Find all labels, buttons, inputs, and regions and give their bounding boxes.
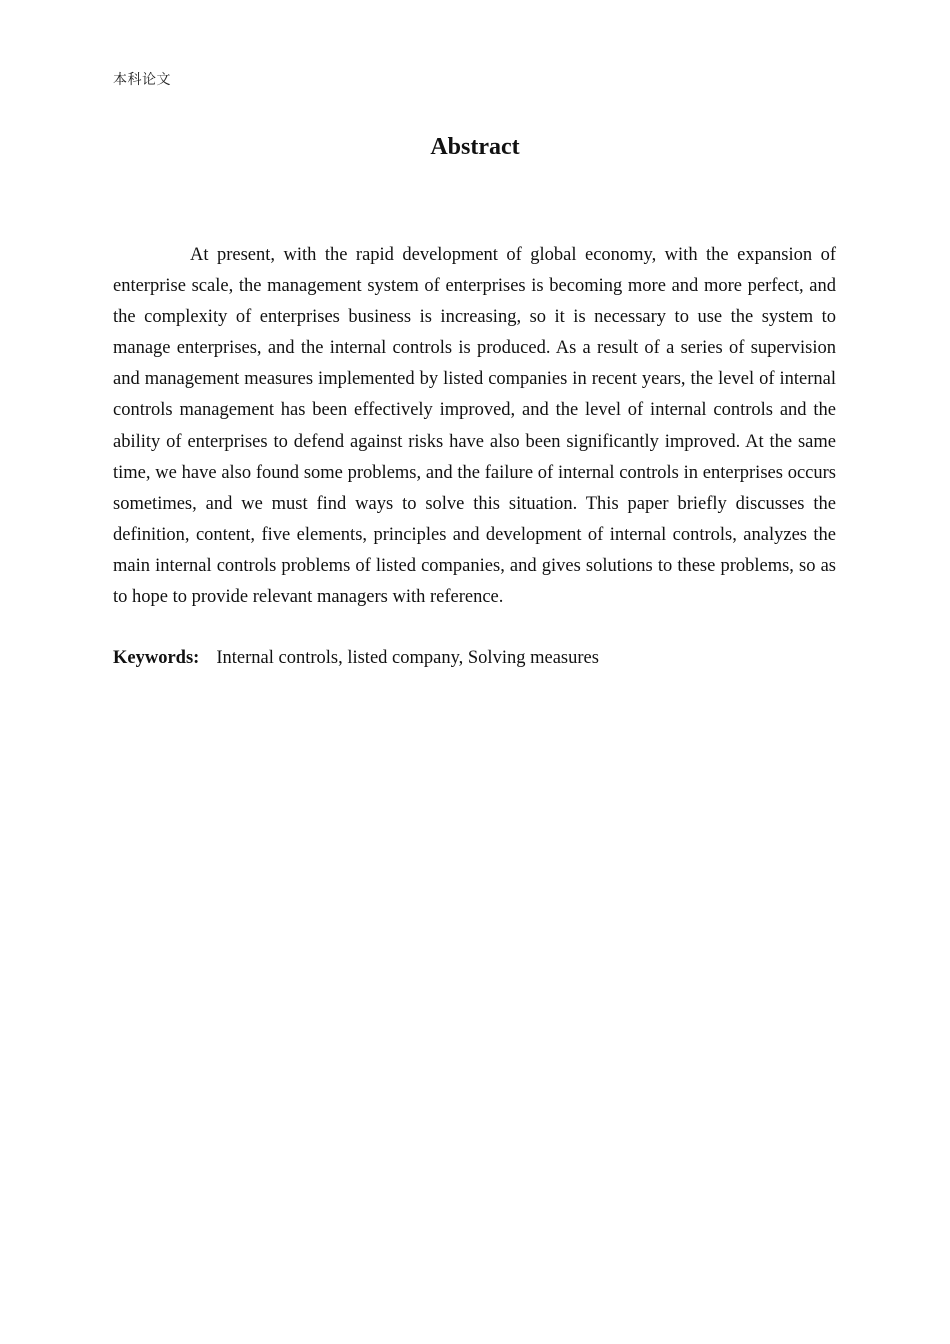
keywords-line [113, 644, 836, 672]
running-header: 本科论文 [113, 72, 171, 88]
keywords-label: Keywords: [113, 648, 200, 668]
abstract-paragraph: At present, with the rapid development of global economy, with the expansion of enterprise scale, the management system of enterprises is becoming more and more perfect, and the complexity of enterprises business is increasing, so it is necessary to use the system to manage enterprises, and the internal controls is produced. As a result of a series of supervision and management measures implemented by listed companies in recent years, the level of internal controls management has been effectively improved, and the level of internal controls and the ability of enterprises to defend against risks have also been significantly improved. At the same time, we have also found some problems, and the failure of internal controls in enterprises occurs sometimes, and we must find ways to solve this situation. This paper briefly discusses the definition, content, five elements, principles and development of internal controls, analyzes the main internal controls problems of listed companies, and gives solutions to these problems, so as to hope to provide relevant managers with reference. [113, 245, 836, 608]
page-title: Abstract [430, 134, 520, 160]
keywords-value: Internal controls, listed company, Solving measures [216, 648, 599, 668]
